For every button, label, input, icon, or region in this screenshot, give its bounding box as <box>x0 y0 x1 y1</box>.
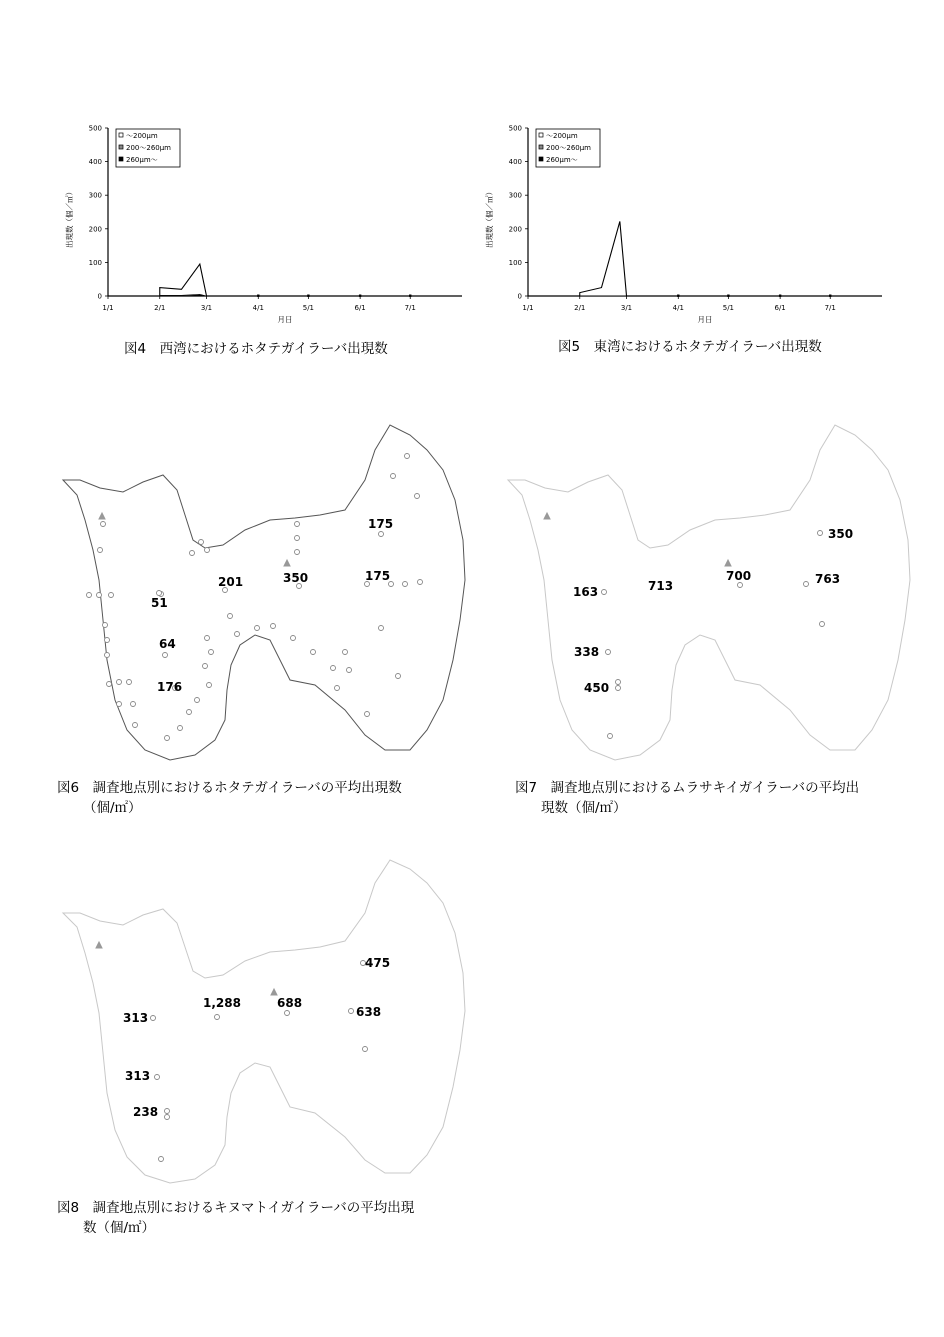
x-axis-label: 月日 <box>277 315 293 324</box>
data-point <box>829 295 831 297</box>
y-tick-label: 300 <box>508 191 522 200</box>
legend-item-2: 260μm～ <box>546 156 578 164</box>
site-value-label: 163 <box>573 585 599 599</box>
legend-item-0: ～200μm <box>546 132 578 140</box>
data-point <box>307 295 309 297</box>
y-tick-label: 0 <box>517 292 522 301</box>
sites <box>602 531 825 739</box>
legend-swatch-0 <box>119 133 123 137</box>
y-tick-label: 200 <box>88 225 102 234</box>
marker-triangle <box>96 942 102 948</box>
marker-triangle <box>284 560 290 566</box>
site-value-label: 763 <box>815 572 841 586</box>
x-axis-label: 月日 <box>697 315 713 324</box>
caption-line: （個/㎡） <box>83 800 142 816</box>
marker-triangle <box>544 513 550 519</box>
caption-line: 図8 調査地点別におけるキヌマトイガイラーバの平均出現 <box>57 1200 415 1216</box>
marker-triangle <box>99 513 105 519</box>
site-value-label: 638 <box>356 1005 382 1019</box>
site-value-label: 350 <box>828 527 854 541</box>
y-tick-label: 300 <box>88 191 102 200</box>
x-tick-label: 3/1 <box>620 304 633 312</box>
caption-line: 数（個/㎡） <box>83 1220 156 1236</box>
y-tick-label: 100 <box>88 258 102 267</box>
x-tick-label: 4/1 <box>672 304 684 312</box>
caption-fig8 <box>57 1198 414 1238</box>
x-tick-label: 2/1 <box>154 304 166 312</box>
x-tick-label: 1/1 <box>102 304 114 312</box>
map-fig7 <box>500 420 920 770</box>
site-value-label: 175 <box>368 517 394 531</box>
data-point <box>727 295 729 297</box>
sites <box>87 454 423 741</box>
x-tick-label: 1/1 <box>522 304 534 312</box>
series-area-0 <box>580 221 881 296</box>
caption-fig5: 図5 東湾におけるホタテガイラーバ出現数 <box>558 339 822 355</box>
map-fig8 <box>55 855 475 1195</box>
y-axis-label: 出現数（個／㎡） <box>485 188 494 248</box>
data-point <box>409 295 411 297</box>
legend <box>116 129 180 167</box>
site-value-label: 313 <box>125 1069 151 1083</box>
caption-line: 図7 調査地点別におけるムラサキイガイラーバの平均出 <box>515 780 860 796</box>
x-tick-label: 5/1 <box>722 304 735 312</box>
legend-item-0: ～200μm <box>126 132 158 140</box>
site-value-label: 713 <box>648 579 674 593</box>
y-tick-label: 400 <box>508 158 522 167</box>
sites <box>151 961 368 1162</box>
y-tick-label: 200 <box>508 225 522 234</box>
site-value-label: 313 <box>123 1011 149 1025</box>
series-area-0 <box>160 264 461 296</box>
x-tick-label: 5/1 <box>302 304 315 312</box>
chart-fig5 <box>480 118 890 328</box>
site-value-label: 201 <box>218 575 244 589</box>
y-tick-label: 400 <box>88 158 102 167</box>
marker-triangle <box>271 989 277 995</box>
marker-triangle <box>725 560 731 566</box>
legend-swatch-1 <box>539 145 543 149</box>
legend-swatch-2 <box>539 157 543 161</box>
legend-swatch-1 <box>119 145 123 149</box>
x-tick-label: 7/1 <box>824 304 836 312</box>
data-point <box>677 295 679 297</box>
x-tick-label: 2/1 <box>574 304 586 312</box>
x-tick-label: 7/1 <box>404 304 416 312</box>
coastline <box>63 425 465 760</box>
site-value-label: 51 <box>151 596 168 610</box>
coastline <box>508 425 910 760</box>
y-tick-label: 0 <box>97 292 102 301</box>
y-tick-label: 500 <box>88 124 102 133</box>
data-point <box>779 295 781 297</box>
site-value-label: 338 <box>574 645 600 659</box>
x-tick-label: 4/1 <box>252 304 264 312</box>
legend-item-1: 200～260μm <box>546 144 591 152</box>
legend-item-1: 200～260μm <box>126 144 171 152</box>
caption-fig6 <box>57 778 402 818</box>
caption-fig7 <box>515 778 859 818</box>
data-point <box>257 295 259 297</box>
site-value-label: 350 <box>283 571 309 585</box>
y-tick-label: 500 <box>508 124 522 133</box>
y-axis-label: 出現数（個／㎡） <box>65 188 74 248</box>
legend <box>536 129 600 167</box>
legend-swatch-2 <box>119 157 123 161</box>
map-fig6 <box>55 420 475 770</box>
caption-fig4: 図4 西湾におけるホタテガイラーバ出現数 <box>124 341 388 357</box>
site-value-label: 700 <box>726 569 752 583</box>
site-value-label: 688 <box>277 996 303 1010</box>
chart-fig4 <box>60 118 470 328</box>
x-tick-label: 6/1 <box>774 304 786 312</box>
site-value-label: 238 <box>133 1105 159 1119</box>
caption-line: 図6 調査地点別におけるホタテガイラーバの平均出現数 <box>57 780 402 796</box>
y-tick-label: 100 <box>508 258 522 267</box>
x-tick-label: 6/1 <box>354 304 366 312</box>
x-tick-label: 3/1 <box>200 304 213 312</box>
site-value-label: 176 <box>157 680 183 694</box>
legend-item-2: 260μm～ <box>126 156 158 164</box>
site-value-label: 175 <box>365 569 391 583</box>
legend-swatch-0 <box>539 133 543 137</box>
site-value-label: 450 <box>584 681 610 695</box>
site-value-label: 1,288 <box>203 996 241 1010</box>
data-point <box>359 295 361 297</box>
site-value-label: 475 <box>365 956 391 970</box>
site-value-label: 64 <box>159 637 176 651</box>
caption-line: 現数（個/㎡） <box>541 800 627 816</box>
